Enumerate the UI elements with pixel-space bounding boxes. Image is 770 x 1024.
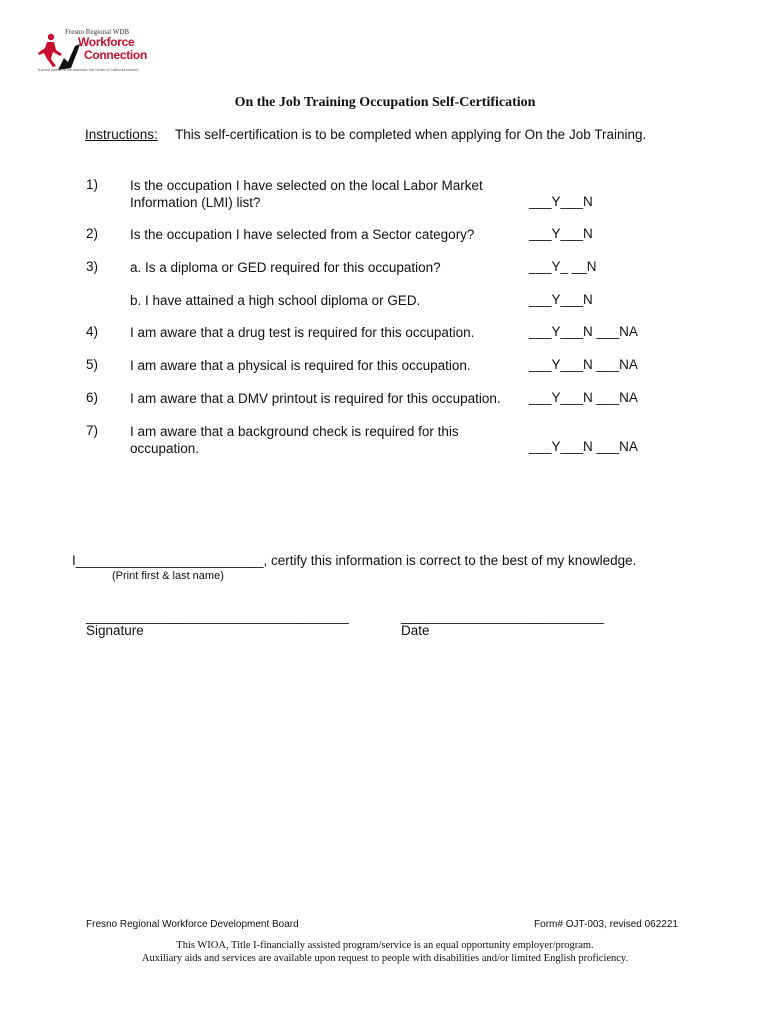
certification-statement[interactable]: I_________________________, certify this information is correct to the best of my knowledge. (72, 553, 637, 568)
signature-label: Signature (86, 623, 144, 638)
eeo-statement-line1: This WIOA, Title I-financially assisted program/service is an equal opportunity employer/program. (176, 940, 594, 951)
eeo-statement-line2: Auxiliary aids and services are available upon request to people with disabilities and/or limited English proficiency. (141, 953, 629, 964)
instructions-text: This self-certification is to be completed when applying for On the Job Training. (175, 127, 647, 142)
answer-field[interactable]: ___Y___N ___NA (529, 324, 638, 339)
question-number: 4) (86, 324, 99, 339)
answer-field[interactable]: ___Y___N (529, 292, 593, 307)
logo-tagline: A proud partner of the American Job Center of California network (38, 68, 139, 72)
logo-name-line2: Connection (84, 48, 147, 62)
question-number: 1) (86, 177, 99, 192)
answer-field[interactable]: ___Y___N (529, 226, 593, 241)
instructions-label: Instructions: (85, 127, 158, 142)
question-text: a. Is a diploma or GED required for this occupation? (130, 260, 441, 275)
answer-field[interactable]: ___Y___N ___NA (529, 357, 638, 372)
question-number: 6) (86, 390, 99, 405)
question-text: I am aware that a physical is required for this occupation. (130, 358, 471, 373)
question-number: 3) (86, 259, 99, 274)
question-text: b. I have attained a high school diploma or GED. (130, 293, 421, 308)
runner-icon (38, 32, 82, 72)
question-text: I am aware that a drug test is required for this occupation. (130, 325, 475, 340)
answer-field[interactable]: ___Y_ __N (529, 259, 597, 274)
logo (38, 28, 148, 76)
answer-field[interactable]: ___Y___N ___NA (529, 439, 638, 454)
footer-org: Fresno Regional Workforce Development Board (86, 919, 299, 930)
question-number: 2) (86, 226, 99, 241)
date-field[interactable]: ___________________________ (401, 609, 604, 624)
question-number: 5) (86, 357, 99, 372)
question-number: 7) (86, 423, 99, 438)
question-text: Is the occupation I have selected from a Sector category? (130, 227, 475, 242)
print-name-note: (Print first & last name) (112, 570, 224, 582)
footer-form-number: Form# OJT-003, revised 062221 (534, 919, 678, 930)
answer-field[interactable]: ___Y___N (529, 194, 593, 209)
answer-field[interactable]: ___Y___N ___NA (529, 390, 638, 405)
logo-org-name: Fresno Regional WDB (65, 28, 130, 36)
document-title: On the Job Training Occupation Self-Certification (234, 95, 536, 110)
date-label: Date (401, 623, 430, 638)
signature-field[interactable]: ___________________________________ (86, 609, 349, 624)
logo-name-line1: Workforce (78, 35, 135, 49)
question-text: I am aware that a DMV printout is required for this occupation. (130, 391, 501, 406)
question-text: Is the occupation I have selected on the local Labor Market Information (LMI) list? (130, 178, 483, 210)
question-text: I am aware that a background check is required for this occupation. (130, 424, 459, 456)
